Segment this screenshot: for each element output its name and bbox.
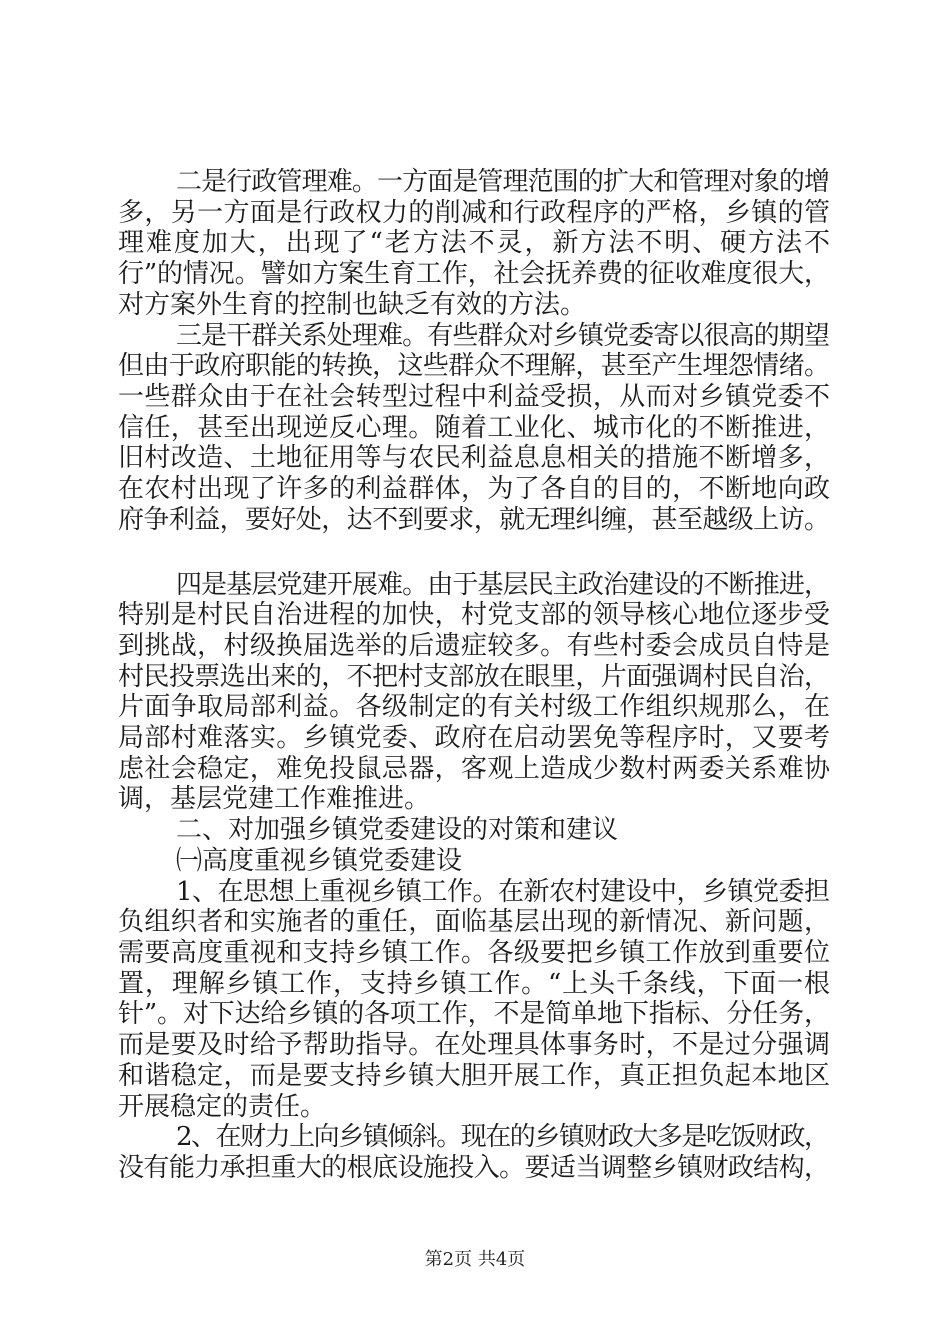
line-text: 一些群众由于在社会转型过程中利益受损，从而对乡镇党委不 (118, 382, 831, 412)
line-text: 旧村改造、土地征用等与农民利益息息相关的措施不断增多， (118, 443, 831, 473)
line-text: 1、在思想上重视乡镇工作。在新农村建设中，乡镇党委担 (176, 877, 830, 907)
text-line (0, 350, 950, 382)
text-line (0, 876, 950, 908)
line-text: 到挑战，村级换届选举的后遗症较多。有些村委会成员自恃是 (118, 631, 831, 661)
line-text: 二是行政管理难。一方面是管理范围的扩大和管理对象的增 (176, 167, 830, 197)
text-line (0, 289, 950, 321)
text-line (0, 783, 950, 815)
line-text: 三是干群关系处理难。有些群众对乡镇党委寄以很高的期望 (176, 321, 830, 351)
line-text: 特别是村民自治进程的加快，村党支部的领导核心地位逐步受 (118, 600, 831, 630)
line-text: 而是要及时给予帮助指导。在处理具体事务时，不是过分强调 (118, 1030, 831, 1060)
text-line (0, 722, 950, 754)
text-line (0, 381, 950, 413)
line-text: 负组织者和实施者的重任，面临基层出现的新情况、新问题， (118, 907, 831, 937)
text-line (0, 166, 950, 198)
line-text: 行”的情况。譬如方案生育工作，社会抚养费的征收难度很大， (118, 259, 830, 289)
text-line (0, 691, 950, 723)
line-text: 开展稳定的责任。 (118, 1092, 327, 1122)
text-line (0, 442, 950, 474)
text-line (0, 906, 950, 938)
line-text: 置，理解乡镇工作，支持乡镇工作。“上头千条线，下面一根 (118, 969, 831, 999)
text-line (0, 197, 950, 229)
line-text: 村民投票选出来的，不把村支部放在眼里，片面强调村民自治， (118, 662, 830, 692)
text-line (0, 504, 950, 536)
line-text: 府争利益，要好处，达不到要求，就无理纠缠，甚至越级上访。 (118, 505, 830, 535)
line-text: 理难度加大，出现了“老方法不灵，新方法不明、硬方法不 (118, 228, 832, 258)
line-text: 调，基层党建工作难推进。 (118, 784, 431, 814)
line-text: 二、对加强乡镇党委建设的对策和建议 (176, 815, 619, 845)
text-line (0, 753, 950, 785)
text-line (0, 258, 950, 290)
text-line (0, 1121, 950, 1153)
line-text: 在农村出现了许多的利益群体，为了各自的目的，不断地向政 (118, 474, 831, 504)
text-line (0, 599, 950, 631)
line-text: 和谐稳定，而是要支持乡镇大胆开展工作，真正担负起本地区 (118, 1061, 831, 1091)
section-heading (0, 814, 950, 846)
text-line (0, 1029, 950, 1061)
text-line (0, 661, 950, 693)
line-text: 四是基层党建开展难。由于基层民主政治建设的不断推进， (176, 570, 830, 600)
text-line (0, 473, 950, 505)
text-line (0, 968, 950, 1000)
text-line (0, 1091, 950, 1123)
page-number: 第2页 共4页 (424, 1249, 526, 1270)
line-text: 没有能力承担重大的根底设施投入。要适当调整乡镇财政结构， (118, 1153, 830, 1183)
text-line (0, 412, 950, 444)
line-text: 针”。对下达给乡镇的各项工作，不是简单地下指标、分任务， (118, 999, 830, 1029)
text-line (0, 1152, 950, 1184)
line-text: 虑社会稳定，难免投鼠忌器，客观上造成少数村两委关系难协 (118, 754, 831, 784)
line-text: 局部村难落实。乡镇党委、政府在启动罢免等程序时，又要考 (118, 723, 831, 753)
text-line (0, 227, 950, 259)
text-line (0, 320, 950, 352)
line-text: 2、在财力上向乡镇倾斜。现在的乡镇财政大多是吃饭财政， (176, 1122, 829, 1152)
line-text: 但由于政府职能的转换，这些群众不理解，甚至产生埋怨情绪。 (118, 351, 830, 381)
page-footer (0, 1248, 950, 1272)
line-text: ㈠高度重视乡镇党委建设 (176, 846, 463, 876)
line-text: 信任，甚至出现逆反心理。随着工业化、城市化的不断推进， (118, 413, 831, 443)
text-line (0, 630, 950, 662)
subsection-heading (0, 845, 950, 877)
line-text: 多，另一方面是行政权力的削减和行政程序的严格，乡镇的管 (118, 198, 831, 228)
text-line (0, 998, 950, 1030)
line-text: 需要高度重视和支持乡镇工作。各级要把乡镇工作放到重要位 (118, 938, 831, 968)
text-line (0, 937, 950, 969)
line-text: 对方案外生育的控制也缺乏有效的方法。 (118, 290, 587, 320)
text-line (0, 569, 950, 601)
line-text: 片面争取局部利益。各级制定的有关村级工作组织规那么，在 (118, 692, 831, 722)
text-line (0, 1060, 950, 1092)
